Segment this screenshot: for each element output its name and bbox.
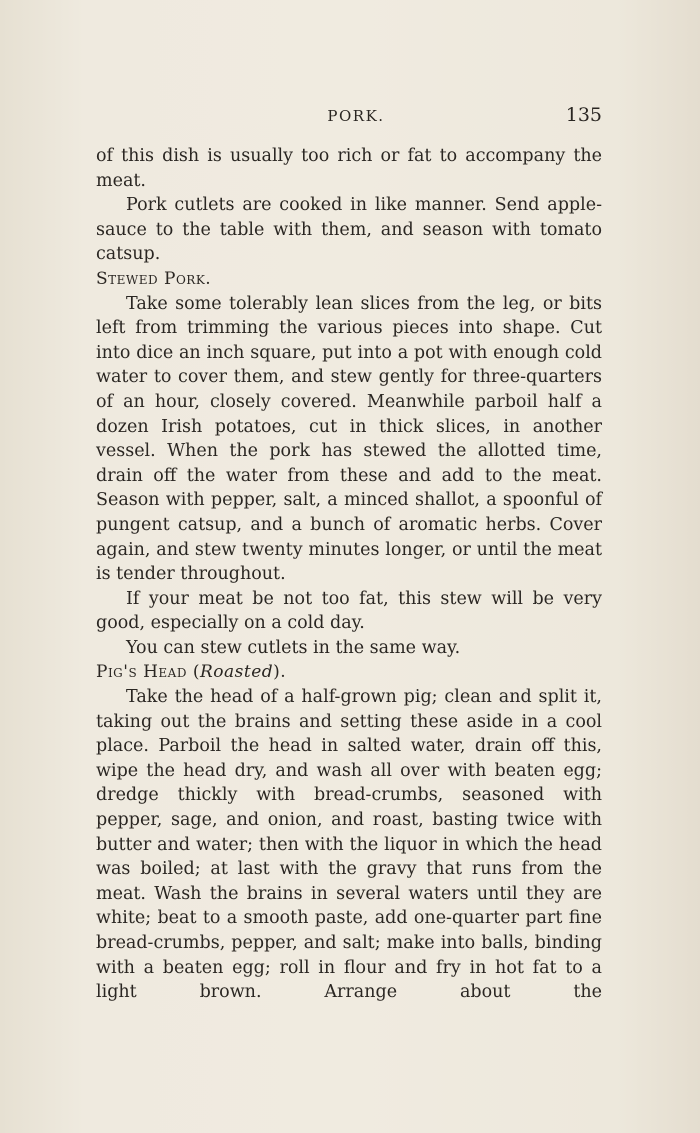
section-heading: Pig's Head (Roasted). bbox=[96, 662, 287, 683]
paragraph: of this dish is usually too rich or fat to accompany the meat. bbox=[96, 146, 602, 191]
section-heading-title: Pig's Head bbox=[96, 662, 187, 683]
paragraph: If your meat be not too fat, this stew will be very good, especially on a cold day. bbox=[96, 588, 602, 634]
body-text bbox=[96, 144, 602, 1005]
paragraph: Take the head of a half-grown pig; clean and split it, taking out the brains and setting these aside in a cool place. Parboil the head in salted water, drain off this, wipe the head dry, and wash all over with beaten egg; dredge thickly with bread-crumbs, seasoned with pepper, sage, and onion, and roast, basting twice with butter and water; then with the liquor in which the head was boiled; at last with the gravy that runs from the meat. Wash the brains in several waters until they are white; beat to a smooth paste, add one-quarter part fine bread-crumbs, pepper, and salt; make into balls, binding with a beaten egg; roll in flour and fry in hot fat to a light brown. Arrange about the bbox=[96, 687, 602, 1003]
paragraph: You can stew cutlets in the same way. bbox=[126, 637, 461, 658]
section-heading: Stewed Pork. bbox=[96, 268, 212, 289]
section-heading-note: Roasted bbox=[199, 662, 274, 683]
paragraph: Pork cutlets are cooked in like manner. Send apple-sauce to the table with them, and season with tomato catsup. bbox=[96, 195, 602, 265]
page-number: 135 bbox=[565, 104, 602, 126]
paragraph: Take some tolerably lean slices from the leg, or bits left from trimming the various pieces into shape. Cut into dice an inch square, put into a pot with enough cold water to cover them, and stew gently for three-quarters of an hour, closely covered. Meanwhile parboil half a dozen Irish potatoes, cut in thick slices, in another vessel. When the pork has stewed the allotted time, drain off the water from these and add to the meat. Season with pepper, salt, a minced shallot, a spoonful of pungent catsup, and a bunch of aromatic herbs. Cover again, and stew twenty minutes longer, or until the meat is tender throughout. bbox=[96, 293, 602, 585]
page-header bbox=[96, 104, 616, 130]
running-head: PORK. bbox=[327, 107, 385, 125]
